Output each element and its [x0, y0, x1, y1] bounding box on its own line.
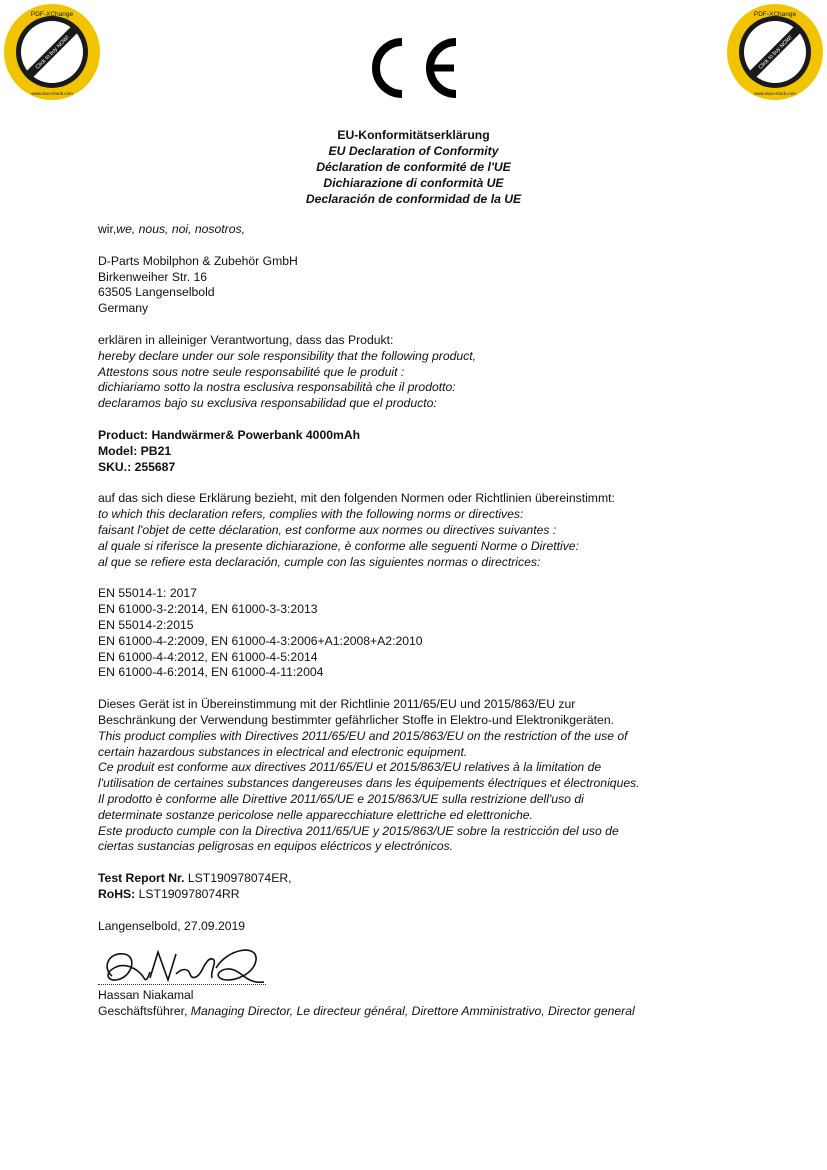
- norm-item: EN 61000-4-6:2014, EN 61000-4-11:2004: [98, 665, 324, 680]
- norm-item: EN 61000-3-2:2014, EN 61000-3-3:2013: [98, 602, 318, 617]
- rohs-en-1: This product complies with Directives 2011/65/EU and 2015/863/EU on the restriction of the use of: [98, 728, 628, 743]
- signature-line: [98, 984, 266, 985]
- test-report-label: Test Report Nr.: [98, 871, 185, 886]
- stamp-center-text: Click to buy NOW!: [757, 34, 794, 71]
- refers-es: al que se refiere esta declaración, cumple con las siguientes normas o directrices:: [98, 554, 541, 569]
- rohs-fr-2: l'utilisation de certaines substances dangereuses dans les équipements électriques et électroniques.: [98, 776, 640, 791]
- rohs-block: [98, 697, 738, 855]
- stamp-bottom-text: www.docu-track.com: [754, 91, 796, 96]
- street: Birkenweiher Str. 16: [98, 269, 208, 284]
- city: 63505 Langenselbold: [98, 285, 215, 300]
- norms-list: [98, 586, 738, 681]
- declare-en: hereby declare under our sole responsibility that the following product,: [98, 348, 477, 363]
- rohs-report-value: LST190978074RR: [135, 886, 240, 901]
- norm-item: EN 61000-4-2:2009, EN 61000-4-3:2006+A1:2008+A2:2010: [98, 633, 423, 648]
- test-report-line: [98, 871, 738, 887]
- rohs-report-label: RoHS:: [98, 886, 136, 901]
- place-date: Langenselbold, 27.09.2019: [98, 918, 246, 933]
- product-name: Product: Handwärmer& Powerbank 4000mAh: [98, 427, 361, 442]
- rohs-it-2: determinate sostanze pericolose nelle apparecchiature elettriche ed elettroniche.: [98, 807, 533, 822]
- rohs-report-line: [98, 887, 738, 903]
- we-rest: we, nous, noi, nosotros,: [116, 222, 245, 236]
- ce-mark-logo: [362, 36, 462, 100]
- country: Germany: [98, 301, 149, 316]
- we-line: [98, 222, 738, 238]
- rohs-es-1: Este producto cumple con la Directiva 2011/65/UE y 2015/863/UE sobre la restricción del uso de: [98, 823, 619, 838]
- rohs-it-1: Il prodotto è conforme alle Direttive 2011/65/UE e 2015/863/UE sulla restrizione dell'uso di: [98, 791, 584, 806]
- title-en: EU Declaration of Conformity: [328, 144, 499, 158]
- rohs-en-2: certain hazardous substances in electrical and electronic equipment.: [98, 744, 468, 759]
- declare-fr: Attestons sous notre seule responsabilité que le produit :: [98, 364, 405, 379]
- product-model: Model: PB21: [98, 443, 172, 458]
- declare-it: dichiariamo sotto la nostra esclusiva responsabilità che il prodotto:: [98, 380, 456, 395]
- declare-es: declaramos bajo su exclusiva responsabilidad que el producto:: [98, 396, 437, 411]
- declare-block: [98, 333, 738, 412]
- signer-name: Hassan Niakamal: [98, 988, 194, 1003]
- declaration-titles: [0, 127, 827, 207]
- refers-en: to which this declaration refers, complies with the following norms or directives:: [98, 507, 524, 522]
- product-block: [98, 428, 738, 475]
- reports-block: [98, 871, 738, 903]
- stamp-center-text: Click to buy NOW!: [34, 34, 71, 71]
- title-es: Declaración de conformidad de la UE: [305, 192, 522, 206]
- title-fr: Déclaration de conformité de l'UE: [316, 160, 511, 174]
- rohs-fr-1: Ce produit est conforme aux directives 2011/65/EU et 2015/863/EU relatives à la limitation de: [98, 760, 602, 775]
- signer-role-rest: Managing Director, Le directeur général, Direttore Amministrativo, Director general: [187, 1004, 635, 1019]
- rohs-de-2: Beschränkung der Verwendung bestimmter gefährlicher Stoffe in Elektro-und Elektronikgeräten.: [98, 712, 614, 727]
- signer-role-de: Geschäftsführer,: [98, 1004, 188, 1019]
- company-name: D-Parts Mobilphon & Zubehör GmbH: [98, 253, 298, 268]
- pdf-xchange-stamp-right[interactable]: [725, 2, 825, 102]
- declare-de: erklären in alleiniger Verantwortung, dass das Produkt:: [98, 332, 394, 347]
- rohs-es-2: ciertas sustancias peligrosas en equipos eléctricos y electrónicos.: [98, 839, 453, 854]
- manufacturer-address: [98, 254, 738, 317]
- title-it: Dichiarazione di conformità UE: [323, 176, 504, 190]
- refers-block: [98, 491, 738, 570]
- pdf-xchange-stamp-left[interactable]: [2, 2, 102, 102]
- we-de: wir,: [98, 222, 117, 236]
- norm-item: EN 55014-1: 2017: [98, 586, 197, 601]
- declaration-body: [98, 222, 738, 1020]
- stamp-bottom-text: www.docu-track.com: [31, 91, 73, 96]
- refers-it: al quale si riferisce la presente dichiarazione, è conforme alle seguenti Norme o Direttive:: [98, 538, 579, 553]
- signature-image: [98, 938, 268, 994]
- signer-role: [98, 1004, 738, 1020]
- title-de: EU-Konformitätserklärung: [337, 128, 490, 142]
- stamp-top-text: PDF-XChange: [30, 11, 74, 18]
- norm-item: EN 61000-4-4:2012, EN 61000-4-5:2014: [98, 649, 318, 664]
- rohs-de-1: Dieses Gerät ist in Übereinstimmung mit der Richtlinie 2011/65/EU und 2015/863/EU zur: [98, 697, 576, 712]
- product-sku: SKU.: 255687: [98, 459, 176, 474]
- refers-de: auf das sich diese Erklärung bezieht, mit den folgenden Normen oder Richtlinien übereinstimmt:: [98, 491, 615, 506]
- norm-item: EN 55014-2:2015: [98, 617, 194, 632]
- stamp-top-text: PDF-XChange: [753, 11, 797, 18]
- refers-fr: faisant l'objet de cette déclaration, est conforme aux normes ou directives suivantes :: [98, 522, 557, 537]
- test-report-value: LST190978074ER,: [184, 871, 292, 886]
